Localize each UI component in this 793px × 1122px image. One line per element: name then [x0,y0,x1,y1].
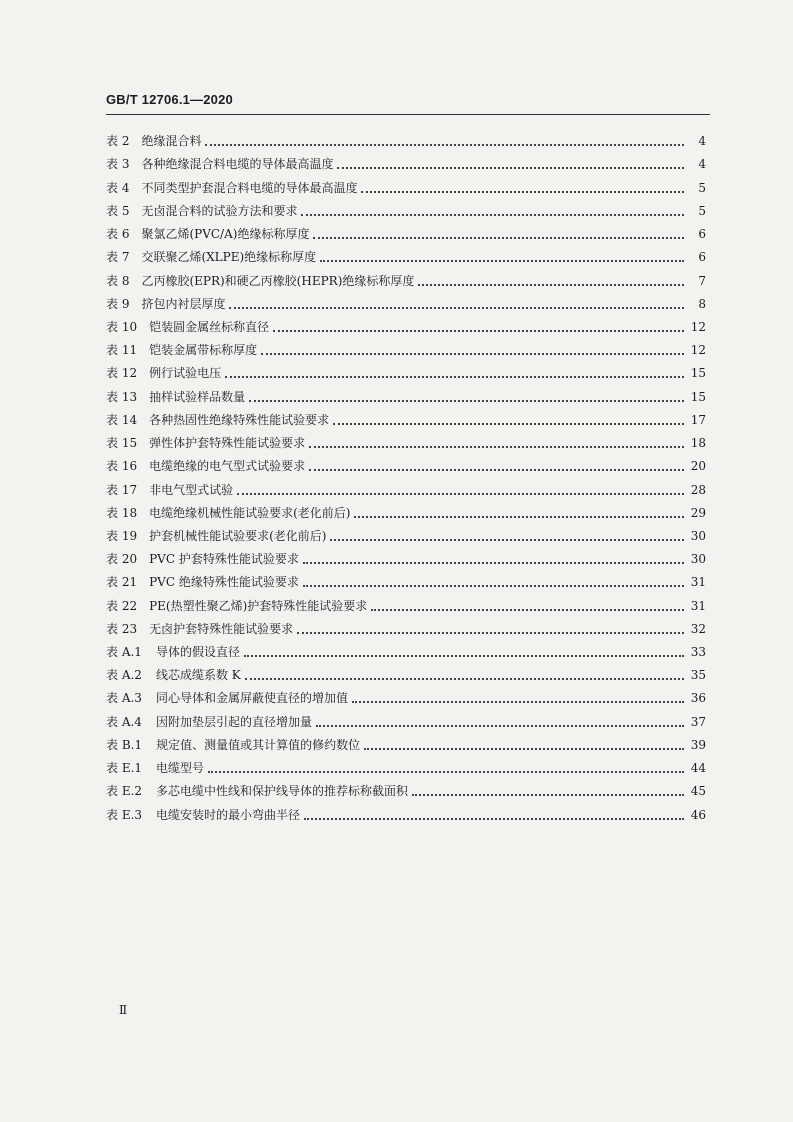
toc-leader-dots [333,415,684,425]
toc-entry[interactable] [106,219,706,242]
toc-entry[interactable] [106,312,706,335]
toc-entry-title: 不同类型护套混合料电缆的导体最高温度 [141,180,358,195]
toc-leader-dots [237,485,684,495]
toc-entry-number: 表 B.1 [106,737,143,752]
toc-leader-dots [309,438,684,448]
toc-entry[interactable] [106,683,706,706]
toc-leader-dots [361,183,684,193]
toc-entry-number: 表 18 [106,505,138,520]
toc-leader-dots [354,508,684,518]
toc-entry-number: 表 20 [106,552,138,567]
toc-entry-title: 电缆安装时的最小弯曲半径 [156,807,301,822]
toc-leader-dots [261,345,684,355]
toc-entry-number: 表 21 [106,575,138,590]
toc-entry[interactable] [106,590,706,613]
toc-entry-number: 表 9 [106,296,130,311]
toc-entry-title: PVC 绝缘特殊性能试验要求 [149,575,299,590]
toc-leader-dots [303,554,684,564]
toc-entry-number: 表 E.2 [106,784,143,799]
toc-entry-title: PVC 护套特殊性能试验要求 [149,552,299,567]
toc-entry-page: 5 [698,203,706,218]
toc-entry-page: 39 [690,737,706,752]
toc-entry-title: 各种绝缘混合料电缆的导体最高温度 [141,157,334,172]
toc-leader-dots [330,531,684,541]
toc-entry[interactable] [106,335,706,358]
toc-entry-number: 表 3 [106,157,130,172]
toc-entry-title: 非电气型式试验 [149,482,234,497]
header-rule [106,114,710,115]
toc-entry-page: 5 [698,180,706,195]
toc-leader-dots [337,159,684,169]
toc-entry-number: 表 2 [106,134,130,149]
toc-entry-page: 6 [698,227,706,242]
toc-leader-dots [418,276,684,286]
toc-leader-dots [301,206,684,216]
toc-entry[interactable] [106,381,706,404]
toc-entry[interactable] [106,799,706,822]
toc-entry-page: 35 [690,668,706,683]
toc-entry-number: 表 A.2 [106,668,142,683]
toc-entry-page: 20 [690,459,706,474]
toc-leader-dots [244,647,684,657]
toc-leader-dots [303,577,684,587]
toc-entry-title: 因附加垫层引起的直径增加量 [155,714,312,729]
toc-entry-page: 45 [690,784,706,799]
toc-leader-dots [352,693,684,703]
toc-entry-number: 表 A.1 [106,645,142,660]
toc-entry-number: 表 11 [106,343,138,358]
toc-entry-title: 规定值、测量值或其计算值的修约数位 [156,737,361,752]
toc-entry-title: 导体的假设直径 [155,645,240,660]
toc-entry[interactable] [106,474,706,497]
toc-entry[interactable] [106,730,706,753]
toc-entry-title: 电缆型号 [156,761,205,776]
toc-entry-title: 聚氯乙烯(PVC/A)绝缘标称厚度 [141,227,310,242]
toc-leader-dots [364,740,684,750]
toc-entry-number: 表 14 [106,412,138,427]
toc-entry-title: 无卤护套特殊性能试验要求 [149,621,294,636]
toc-entry[interactable] [106,451,706,474]
toc-entry[interactable] [106,637,706,660]
toc-entry-title: 绝缘混合料 [141,134,202,149]
toc-entry-title: 同心导体和金属屏蔽使直径的增加值 [155,691,348,706]
toc-entry[interactable] [106,753,706,776]
toc-entry[interactable] [106,196,706,219]
toc-entry[interactable] [106,358,706,381]
toc-entry-title: 多芯电缆中性线和保护线导体的推荐标称截面积 [156,784,409,799]
toc-leader-dots [320,252,684,262]
toc-entry-number: 表 A.3 [106,691,142,706]
toc-entry[interactable] [106,776,706,799]
toc-leader-dots [316,717,684,727]
toc-entry-page: 4 [698,134,706,149]
toc-entry[interactable] [106,428,706,451]
toc-entry-page: 36 [690,691,706,706]
toc-entry-number: 表 7 [106,250,130,265]
toc-entry[interactable] [106,289,706,312]
toc-entry-page: 4 [698,157,706,172]
toc-leader-dots [205,136,684,146]
toc-entry-number: 表 22 [106,598,138,613]
toc-entry-title: 例行试验电压 [149,366,222,381]
toc-entry[interactable] [106,706,706,729]
toc-entry[interactable] [106,265,706,288]
toc-entry-number: 表 13 [106,389,138,404]
toc-leader-dots [273,322,684,332]
toc-entry[interactable] [106,660,706,683]
table-of-contents [106,126,706,823]
toc-entry-page: 32 [690,621,706,636]
toc-leader-dots [297,624,684,634]
toc-entry-page: 46 [690,807,706,822]
toc-entry[interactable] [106,498,706,521]
toc-entry-number: 表 E.3 [106,807,143,822]
toc-entry-number: 表 23 [106,621,138,636]
toc-entry-title: PE(热塑性聚乙烯)护套特殊性能试验要求 [149,598,368,613]
toc-entry[interactable] [106,126,706,149]
toc-entry-number: 表 5 [106,203,130,218]
toc-entry-title: 线芯成缆系数 K [155,668,241,683]
toc-entry-number: 表 4 [106,180,130,195]
toc-entry-title: 护套机械性能试验要求(老化前后) [149,528,327,543]
toc-leader-dots [229,299,684,309]
toc-entry-page: 31 [690,575,706,590]
toc-entry-page: 28 [690,482,706,497]
toc-leader-dots [208,763,684,773]
toc-entry[interactable] [106,544,706,567]
toc-entry-title: 弹性体护套特殊性能试验要求 [149,436,306,451]
toc-leader-dots [412,786,684,796]
toc-leader-dots [313,229,684,239]
toc-entry-number: 表 16 [106,459,138,474]
toc-entry-title: 电缆绝缘机械性能试验要求(老化前后) [149,505,351,520]
toc-leader-dots [309,461,684,471]
toc-entry[interactable] [106,172,706,195]
toc-entry-title: 交联聚乙烯(XLPE)绝缘标称厚度 [141,250,317,265]
toc-entry-title: 电缆绝缘的电气型式试验要求 [149,459,306,474]
toc-entry-page: 33 [690,645,706,660]
toc-entry-number: 表 E.1 [106,761,143,776]
toc-entry-title: 无卤混合料的试验方法和要求 [141,203,298,218]
toc-entry-page: 12 [690,319,706,334]
toc-entry-number: 表 6 [106,227,130,242]
toc-entry-number: 表 12 [106,366,138,381]
toc-entry-title: 乙丙橡胶(EPR)和硬乙丙橡胶(HEPR)绝缘标称厚度 [141,273,415,288]
toc-leader-dots [245,670,684,680]
toc-entry-title: 挤包内衬层厚度 [141,296,226,311]
toc-entry-page: 30 [690,552,706,567]
toc-leader-dots [304,810,684,820]
toc-leader-dots [249,392,684,402]
page-number: Ⅱ [119,1003,128,1017]
toc-entry-page: 18 [690,436,706,451]
toc-entry-page: 31 [690,598,706,613]
toc-entry-number: 表 10 [106,319,138,334]
toc-entry-number: 表 8 [106,273,130,288]
toc-entry-page: 15 [690,389,706,404]
toc-entry-title: 抽样试验样品数量 [149,389,246,404]
toc-entry-title: 铠装金属带标称厚度 [149,343,258,358]
toc-leader-dots [225,368,684,378]
toc-entry-number: 表 19 [106,528,138,543]
toc-entry-title: 铠装圆金属丝标称直径 [149,319,270,334]
toc-entry[interactable] [106,521,706,544]
toc-entry-page: 7 [698,273,706,288]
toc-entry[interactable] [106,614,706,637]
toc-entry-page: 37 [690,714,706,729]
toc-entry-number: 表 17 [106,482,138,497]
toc-entry[interactable] [106,405,706,428]
toc-entry-number: 表 A.4 [106,714,142,729]
toc-entry-page: 17 [690,412,706,427]
toc-entry-number: 表 15 [106,436,138,451]
toc-entry-page: 30 [690,528,706,543]
toc-entry-page: 44 [690,761,706,776]
toc-entry-page: 6 [698,250,706,265]
toc-entry-page: 12 [690,343,706,358]
toc-entry[interactable] [106,567,706,590]
document-id: GB/T 12706.1—2020 [106,92,233,107]
toc-entry-title: 各种热固性绝缘特殊性能试验要求 [149,412,330,427]
toc-entry-page: 8 [698,296,706,311]
toc-entry-page: 29 [690,505,706,520]
toc-entry-page: 15 [690,366,706,381]
toc-entry[interactable] [106,242,706,265]
toc-entry[interactable] [106,149,706,172]
toc-leader-dots [371,601,684,611]
